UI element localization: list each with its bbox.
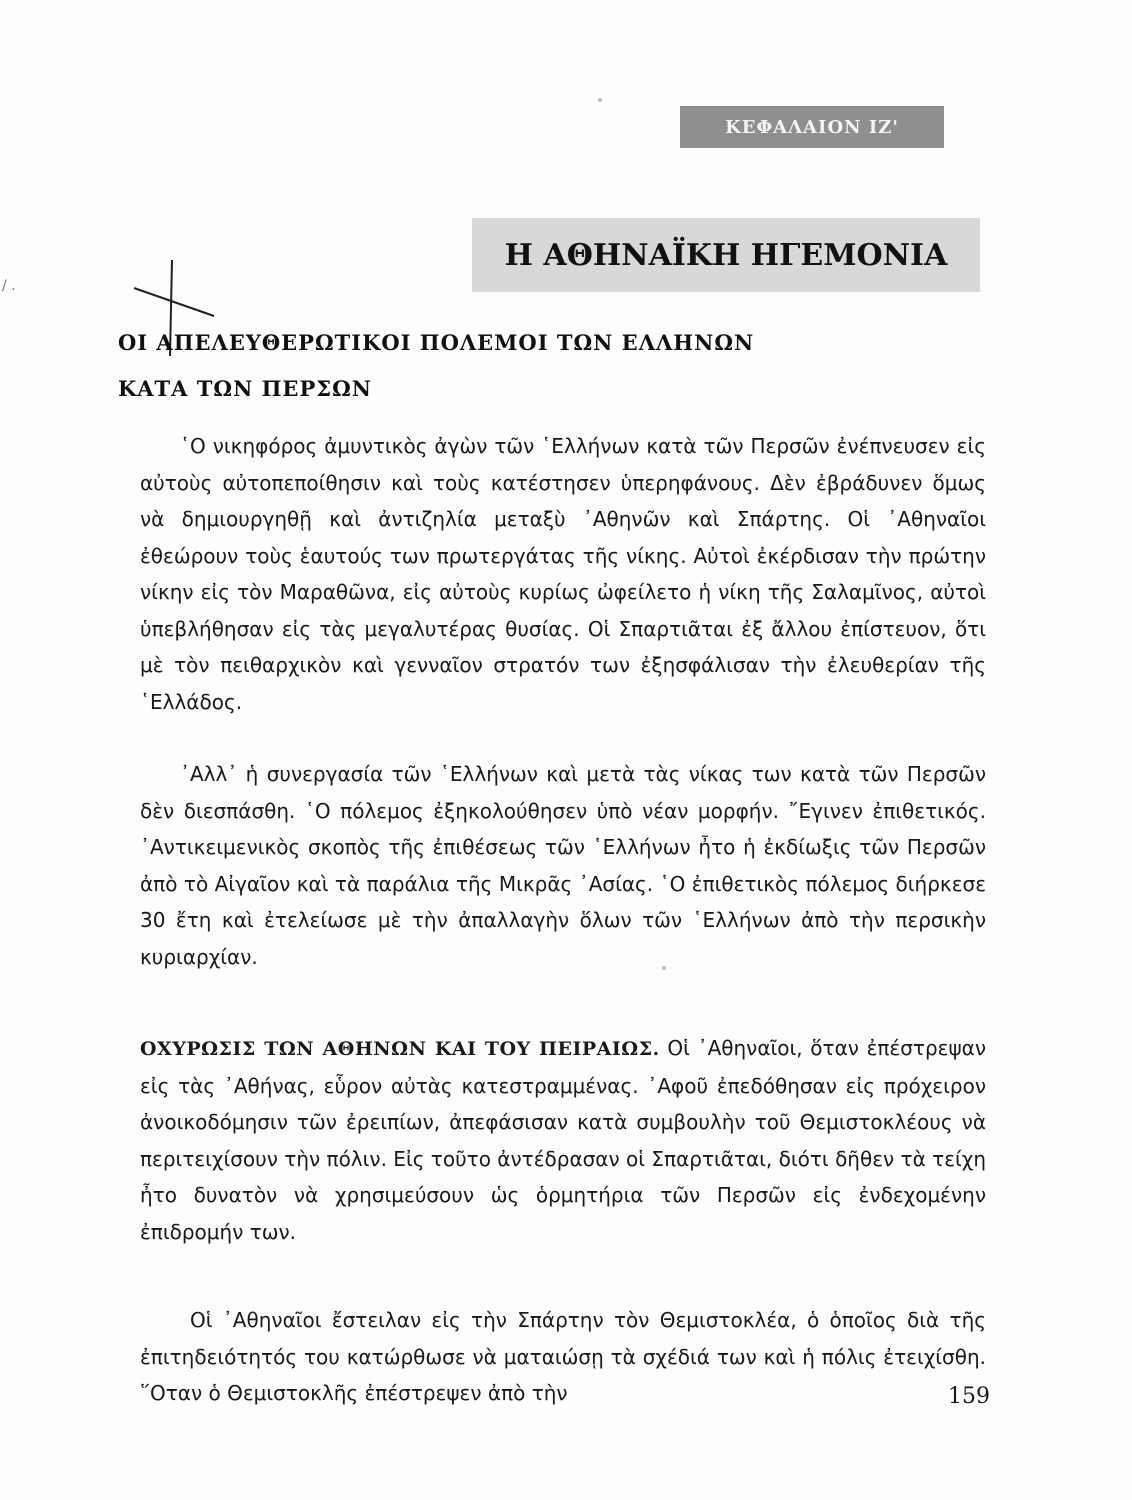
body-paragraph: ᾿Αλλ᾿ ἡ συνεργασία τῶν ῾Ελλήνων καὶ μετὰ τὰς νίκας των κατὰ τῶν Περσῶν δὲν διεσπάσθη. ῾Ο πόλεμος ἐξηκολούθησεν ὑπὸ νέαν μορφήν. ῎Εγινεν ἐπιθετικός. ᾿Αντικειμενικὸς σκοπὸς τῆς ἐπιθέσεως τῶν ῾Ελλήνων ἦτο ἡ ἐκδίωξις τῶν Περσῶν ἀπὸ τὸ Αἰγαῖον καὶ τὰ παράλια τῆς Μικρᾶς ᾿Ασίας. ῾Ο ἐπιθετικὸς πόλεμος διήρκεσε 30 ἔτη καὶ ἐτελείωσε μὲ τὴν ἀπαλλαγὴν ὅλων τῶν ῾Ελλήνων ἀπὸ τὴν περσικὴν κυριαρχίαν. (140, 762, 986, 969)
paragraph-text: Οἱ ᾿Αθηναῖοι, ὅταν ἐπέστρεψαν εἰς τὰς ᾿Αθήνας, εὗρον αὐτὰς κατεστραμμένας. ᾿Αφοῦ ἐπεδόθησαν εἰς πρόχειρον ἀνοικοδόμησιν τῶν ἐρειπίων, ἀπεφάσισαν κατὰ συμβουλὴν τοῦ Θεμιστοκλέους νὰ περιτειχίσουν τὴν πόλιν. Εἰς τοῦτο ἀντέδρασαν οἱ Σπαρτιᾶται, διότι δῆθεν τὰ τείχη ἦτο δυνατὸν νὰ χρησιμεύσουν ὡς ὁρμητήρια τῶν Περσῶν εἰς ἐνδεχομένην ἐπιδρομήν των. (140, 1036, 987, 1244)
body-paragraph-with-heading (140, 1030, 986, 1250)
page-number: 159 (948, 1384, 990, 1409)
section-heading-line-2: ΚΑΤΑ ΤΩΝ ΠΕΡΣΩΝ (118, 376, 372, 401)
chapter-label: ΚΕΦΑΛΑΙΟΝ ΙΖ' (680, 106, 944, 148)
section-heading-line-1: ΟΙ ΑΠΕΛΕΥΘΕΡΩΤΙΚΟΙ ΠΟΛΕΜΟΙ ΤΩΝ ΕΛΛΗΝΩΝ (118, 330, 755, 355)
inline-section-heading: ΟΧΥΡΩΣΙΣ ΤΩΝ ΑΘΗΝΩΝ ΚΑΙ ΤΟΥ ΠΕΙΡΑΙΩΣ. (140, 1038, 660, 1060)
body-paragraph: Οἱ ᾿Αθηναῖοι ἔστειλαν εἰς τὴν Σπάρτην τὸν Θεμιστοκλέα, ὁ ὁποῖος διὰ τῆς ἐπιτηδειότητός του κατώρθωσε νὰ ματαιώσῃ τὰ σχέδιά των καὶ ἡ πόλις ἐτειχίσθη. ῞Οταν ὁ Θεμιστοκλῆς ἐπέστρεψεν ἀπὸ τὴν (140, 1308, 986, 1405)
body-paragraph: ῾Ο νικηφόρος ἀμυντικὸς ἀγὼν τῶν ῾Ελλήνων κατὰ τῶν Περσῶν ἐνέπνευσεν εἰς αὐτοὺς αὐτοπεποίθησιν καὶ τοὺς κατέστησεν ὑπερηφάνους. Δὲν ἐβράδυνεν ὅμως νὰ δημιουργηθῇ καὶ ἀντιζηλία μεταξὺ ᾿Αθηνῶν καὶ Σπάρτης. Οἱ ᾿Αθηναῖοι ἐθεώρουν τοὺς ἑαυτούς των πρωτεργάτας τῆς νίκης. Αὐτοὶ ἐκέρδισαν τὴν πρώτην νίκην εἰς τὸν Μαραθῶνα, εἰς αὐτοὺς κυρίως ὠφείλετο ἡ νίκη τῆς Σαλαμῖνος, αὐτοὶ ὑπεβλήθησαν εἰς τὰς μεγαλυτέρας θυσίας. Οἱ Σπαρτιᾶται ἐξ ἄλλου ἐπίστευον, ὅτι μὲ τὸν πειθαρχικὸν καὶ γενναῖον στρατόν των ἐξησφάλισαν τὴν ἐλευθερίαν τῆς ῾Ελλάδος. (140, 434, 986, 714)
stray-dot (598, 98, 602, 102)
margin-mark: / . (2, 278, 16, 294)
chapter-title: Η ΑΘΗΝΑΪΚΗ ΗΓΕΜΟΝΙΑ (472, 218, 980, 292)
